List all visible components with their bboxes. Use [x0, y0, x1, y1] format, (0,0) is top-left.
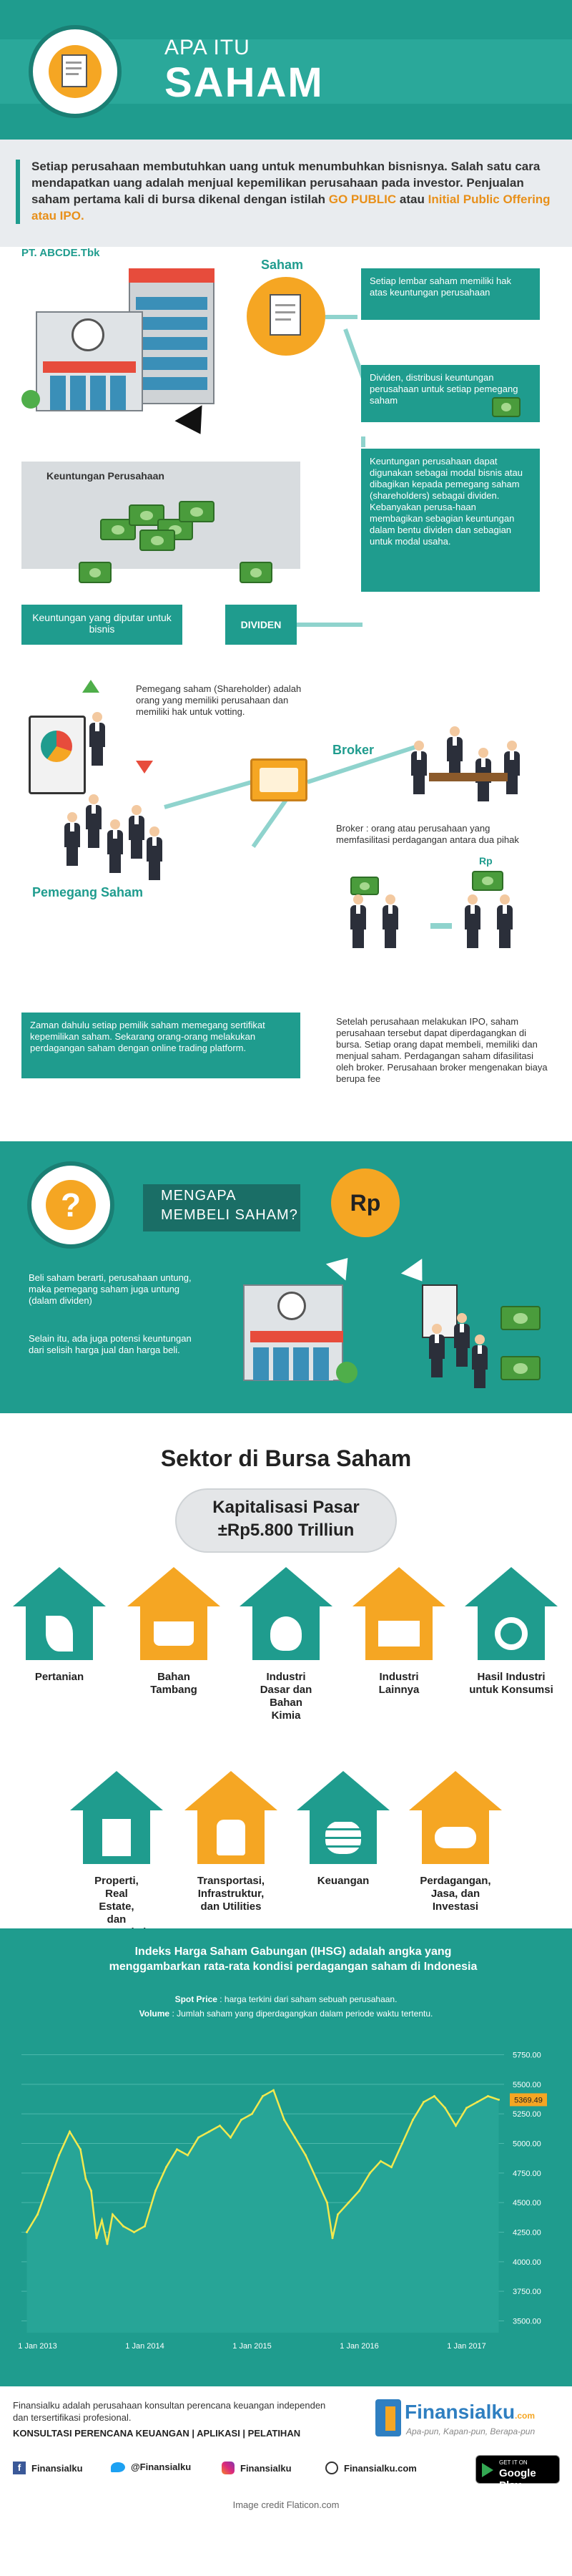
data-point: [283, 2119, 285, 2121]
person-icon: [472, 1335, 488, 1388]
data-point: [36, 2213, 39, 2215]
spot-desc: : harga terkini dari saham sebuah perusahaan.: [220, 1994, 398, 2004]
y-tick-label: 5000.00: [513, 2140, 541, 2149]
ihsg-section: [0, 1928, 572, 2386]
handshake-icon: [250, 758, 307, 801]
data-point: [47, 2184, 49, 2186]
footer-desc: Finansialku adalah perusahaan konsultan perencana keuangan independen dan tersertifikasi profesional.: [13, 2400, 326, 2423]
company-building: [21, 268, 236, 411]
social-facebook[interactable]: [13, 2462, 83, 2474]
data-point: [423, 2101, 425, 2103]
sector-house-keuangan: [297, 1771, 390, 1864]
money-icon: [492, 397, 521, 417]
sector-label: Keuangan: [317, 1875, 370, 1887]
why-title-line2: MEMBELI SAHAM?: [161, 1207, 298, 1223]
data-point: [358, 2190, 360, 2192]
connector-line: [297, 623, 363, 627]
volume-desc: : Jumlah saham yang diperdagangkan dalam periode waktu tertentu.: [172, 2009, 433, 2019]
intro-accent: [16, 160, 20, 224]
data-point: [294, 2137, 296, 2139]
sector-label: Transportasi, Infrastruktur, dan Utilities: [197, 1875, 265, 1913]
header-title-big: SAHAM: [164, 59, 324, 106]
data-point: [69, 2130, 71, 2132]
data-point: [197, 2137, 199, 2139]
brand-logo-icon: [375, 2399, 401, 2436]
retained-box: Keuntungan yang diputar untuk bisnis: [21, 605, 182, 645]
data-point: [112, 2213, 114, 2215]
google-play-button[interactable]: [475, 2455, 560, 2492]
sector-label: Properti, Real Estate, dan: [94, 1875, 139, 1926]
person-icon: [497, 894, 513, 948]
series-area: [27, 2090, 499, 2333]
intro-atau: atau: [399, 192, 425, 206]
brand-tagline: Apa-pun, Kapan-pun, Berapa-pun: [406, 2426, 536, 2436]
desk: [429, 773, 508, 781]
data-point: [165, 2166, 167, 2168]
intro-body: Setiap perusahaan membutuhkan uang untuk menumbuhkan bisnisnya. Salah satu cara mendapatkan uang adalah menjual kepemilikan perusahaan pada investor. Penjualan saham pertama kali di bursa dikenal dengan istilah: [31, 160, 541, 206]
person-icon: [429, 1324, 445, 1377]
data-point: [326, 2202, 328, 2204]
y-tick-label: 4500.00: [513, 2199, 541, 2208]
reason1-text: Beli saham berarti, perusahaan untung, maka pemegang saham juga untung (dalam dividen): [29, 1272, 192, 1306]
x-tick-label: 1 Jan 2014: [125, 2342, 164, 2351]
cap-value: ±Rp5.800 Trilliun: [217, 1521, 355, 1540]
data-point: [455, 2124, 457, 2127]
data-point: [208, 2130, 210, 2132]
sector-label: Industri Lainnya: [378, 1671, 420, 1696]
footer-section: [0, 2386, 572, 2576]
why-section: [0, 1141, 572, 1413]
data-point: [58, 2155, 60, 2157]
saham-document-icon: [247, 277, 325, 356]
arrow-down-icon: [136, 761, 153, 774]
money-icon: [350, 877, 379, 895]
data-point: [187, 2155, 189, 2157]
data-point: [305, 2155, 307, 2157]
data-point: [380, 2160, 382, 2162]
sector-house-industri-dasar: [240, 1567, 332, 1660]
connector-line: [361, 436, 365, 447]
x-tick-label: 1 Jan 2013: [18, 2342, 57, 2351]
sector-house-pertanian: [13, 1567, 106, 1660]
sector-house-properti: [70, 1771, 163, 1864]
intro-text: [31, 158, 553, 224]
sectors-title: Sektor di Bursa Saham: [160, 1445, 412, 1471]
dividen-box: DIVIDEN: [225, 605, 297, 645]
y-tick-label: 5500.00: [513, 2080, 541, 2089]
flow-section: [0, 247, 572, 1145]
brand-suffix: .com: [515, 2411, 536, 2421]
social-instagram[interactable]: [222, 2462, 292, 2474]
data-point: [251, 2113, 253, 2115]
data-point: [107, 2243, 109, 2245]
person-icon: [504, 741, 520, 794]
data-point: [90, 2190, 92, 2192]
money-icon: [500, 1306, 541, 1330]
ihsg-line-chart: [0, 2029, 572, 2372]
sector-house-industri-lainnya: [352, 1567, 445, 1660]
x-tick-label: 1 Jan 2016: [340, 2342, 379, 2351]
y-tick-label: 5750.00: [513, 2051, 541, 2060]
after-ipo-text: Setelah perusahaan melakukan IPO, saham perusahaan tersebut dapat diperdagangkan di bursa. Setiap orang dapat membeli, memiliki dan menjual saham. Perdagangan saham difasilitasi oleh broker. Perusahaan broker mengenakan biaya berupa fee: [336, 1016, 548, 1084]
train-icon: [217, 1820, 245, 1855]
person-icon: [411, 741, 427, 794]
sector-label: Industri Dasar dan Bahan Kimia: [260, 1671, 312, 1722]
coins-icon: [325, 1821, 361, 1854]
info-box-dividen-text: Dividen, distribusi keuntungan perusahaan untuk setiap pemegang saham: [370, 372, 518, 406]
data-point: [332, 2237, 334, 2239]
data-point: [315, 2178, 317, 2180]
social-label: Finansialku: [240, 2462, 292, 2474]
brand-text: Finansialku: [405, 2401, 516, 2423]
store-big: Google Play: [499, 2467, 536, 2492]
data-point: [476, 2101, 478, 2103]
data-point: [133, 2231, 135, 2233]
data-point: [401, 2142, 403, 2145]
person-icon: [447, 726, 463, 780]
sectors-section: [0, 1413, 572, 1928]
connector-line: [164, 779, 255, 809]
connector-line: [325, 315, 358, 319]
facebook-icon: f: [13, 2462, 26, 2474]
intro-go-public: GO PUBLIC: [328, 192, 397, 206]
y-tick-label: 5250.00: [513, 2110, 541, 2119]
money-icon: [240, 562, 272, 583]
handshake-icon: [435, 1827, 476, 1848]
person-icon: [465, 894, 480, 948]
flask-icon: [270, 1616, 302, 1651]
data-point: [444, 2107, 446, 2109]
sector-label: Bahan Tambang: [150, 1671, 197, 1696]
profit-label: Keuntungan Perusahaan: [46, 470, 164, 482]
intro-ipo: Initial Public Offering atau IPO.: [31, 192, 551, 223]
play-store-icon: [482, 2463, 493, 2477]
data-point: [347, 2202, 350, 2204]
person-icon: [350, 894, 366, 948]
spot-line: [0, 1994, 572, 2004]
data-point: [79, 2148, 82, 2150]
broker-label: Broker: [332, 743, 375, 757]
data-point: [154, 2190, 157, 2192]
person-icon: [107, 819, 123, 873]
sector-house-konsumsi: [465, 1567, 558, 1660]
social-label: Finansialku.com: [344, 2462, 417, 2474]
rp-circle-icon: [331, 1169, 400, 1237]
person-icon: [86, 794, 102, 848]
data-point: [465, 2107, 468, 2109]
data-point: [498, 2099, 500, 2101]
cap-label: Kapitalisasi Pasar: [212, 1498, 360, 1517]
data-point: [122, 2225, 124, 2228]
data-point: [85, 2178, 87, 2180]
arrow-up-icon: [326, 1249, 358, 1280]
history-box: Zaman dahulu setiap pemilik saham memegang sertifikat kepemilikan saham. Sekarang orang-orang melakukan perdagangan saham dengan online trading platform.: [21, 1013, 300, 1078]
company-label: PT. ABCDE.Tbk: [21, 247, 100, 259]
globe-icon: [325, 2462, 338, 2474]
store-small: GET IT ON: [499, 2459, 528, 2466]
data-point: [487, 2095, 489, 2097]
y-tick-label: 4250.00: [513, 2228, 541, 2238]
reason2-text: Selain itu, ada juga potensi keuntungan dari selisih harga jual dan harga beli.: [29, 1333, 192, 1355]
y-tick-label: 4000.00: [513, 2258, 541, 2267]
twitter-icon: [111, 2462, 125, 2472]
brand-name: [405, 2401, 535, 2424]
data-point: [262, 2095, 264, 2097]
data-point: [96, 2237, 98, 2239]
social-label: Finansialku: [31, 2462, 83, 2474]
person-icon: [89, 712, 105, 766]
data-point: [219, 2124, 221, 2127]
holders-label: Pemegang Saham: [32, 885, 144, 899]
instagram-icon: [222, 2462, 235, 2474]
data-point: [433, 2095, 435, 2097]
data-point: [230, 2137, 232, 2139]
data-point: [369, 2172, 371, 2174]
arrow-up-icon: [82, 680, 99, 693]
money-stack-icon: [100, 497, 222, 555]
x-tick-label: 1 Jan 2015: [232, 2342, 272, 2351]
footer-services: KONSULTASI PERENCANA KEUANGAN | APLIKASI | PELATIHAN: [13, 2428, 301, 2439]
spot-key: Spot Price: [174, 1994, 217, 2004]
y-tick-label: 3500.00: [513, 2317, 541, 2326]
header-banner: [0, 0, 572, 140]
y-tick-label: 3750.00: [513, 2288, 541, 2297]
data-point: [412, 2119, 414, 2121]
why-title-line1: MENGAPA: [161, 1188, 237, 1204]
factory-icon: [378, 1621, 420, 1646]
data-point: [144, 2225, 146, 2228]
sector-house-perdagangan: [409, 1771, 502, 1864]
leaf-icon: [46, 1616, 73, 1652]
header-title-small: APA ITU: [164, 36, 250, 59]
arrow-right-icon: [430, 923, 452, 929]
person-icon: [64, 812, 80, 866]
money-icon: [79, 562, 112, 583]
ihsg-title: Indeks Harga Saham Gabungan (IHSG) adalah angka yang menggambarkan rata-rata kondisi perdagangan saham di Indonesia: [109, 1946, 478, 1973]
saham-label: Saham: [261, 258, 304, 272]
x-tick-label: 1 Jan 2017: [447, 2342, 486, 2351]
y-tick-label: 4750.00: [513, 2169, 541, 2178]
sector-house-bahan-tambang: [127, 1567, 220, 1660]
chart-board-icon: [29, 716, 86, 794]
info-box-keuntungan: Keuntungan perusahaan dapat digunakan sebagai modal bisnis atau dibagikan kepada pemegang saham (shareholders) sebagai dividen. Kebanyakan perusa-haan membagikan sebagian keuntungan dalam bentu dividen dan sebagian untuk modal usaha.: [361, 449, 540, 592]
can-icon: [495, 1617, 528, 1650]
data-point: [337, 2213, 339, 2215]
social-website[interactable]: [325, 2462, 417, 2474]
minecart-icon: [154, 1621, 194, 1646]
data-point: [272, 2089, 275, 2092]
person-icon: [383, 894, 398, 948]
rp-text: Rp: [350, 1190, 381, 1216]
sector-label: Perdagangan, Jasa, dan Investasi: [420, 1875, 491, 1913]
social-label: @Finansialku: [131, 2462, 192, 2472]
holders-desc: Pemegang saham (Shareholder) adalah orang yang memiliki perusahaan dan memiliki hak untuk votting.: [136, 683, 302, 717]
social-twitter[interactable]: [111, 2462, 191, 2472]
person-icon: [147, 826, 162, 880]
data-point: [101, 2219, 103, 2221]
money-icon: [500, 1356, 541, 1380]
rp-label: Rp: [479, 855, 493, 867]
person-icon: [129, 805, 144, 859]
money-icon: [472, 871, 503, 891]
last-value-label: 5369.49: [514, 2096, 543, 2105]
sector-house-transportasi: [184, 1771, 277, 1864]
info-box-hak: Setiap lembar saham memiliki hak atas keuntungan perusahaan: [361, 268, 540, 320]
intro-section: [0, 140, 572, 247]
sector-label: Hasil Industri untuk Konsumsi: [469, 1671, 553, 1696]
volume-line: [0, 2009, 572, 2019]
data-point: [390, 2166, 393, 2168]
data-point: [240, 2119, 242, 2121]
sector-label: Pertanian: [34, 1671, 84, 1683]
data-point: [26, 2231, 28, 2233]
volume-key: Volume: [139, 2009, 170, 2019]
company-building: [243, 1284, 365, 1385]
question-icon: ?: [27, 1161, 114, 1249]
building-icon: [102, 1819, 131, 1856]
document-icon: [29, 25, 122, 118]
person-icon: [454, 1313, 470, 1367]
broker-desc: Broker : orang atau perusahaan yang memfasilitasi perdagangan antara dua pihak: [336, 823, 519, 845]
data-point: [176, 2148, 178, 2150]
image-credit: Image credit Flaticon.com: [232, 2499, 340, 2510]
